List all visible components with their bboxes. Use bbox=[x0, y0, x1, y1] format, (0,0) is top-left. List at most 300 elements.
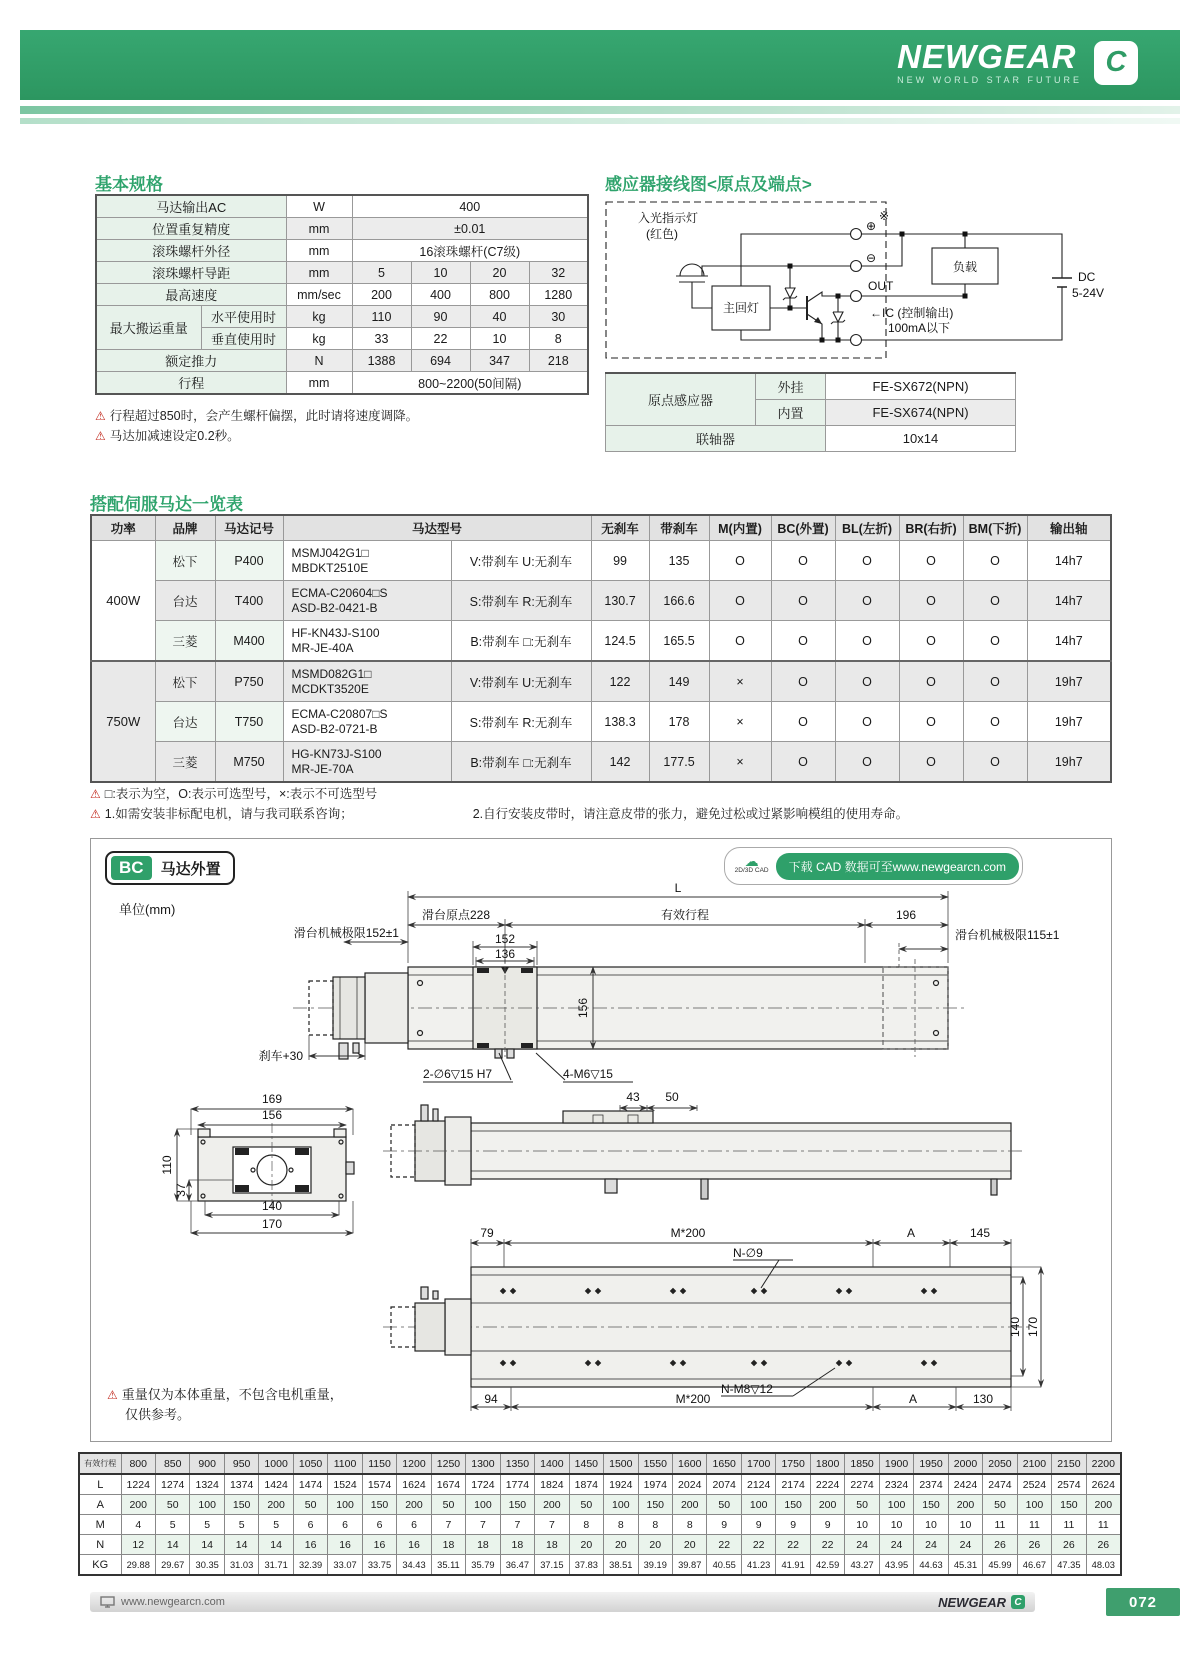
table-cell: 6 bbox=[328, 1515, 362, 1535]
table-cell: 10 bbox=[914, 1515, 948, 1535]
warning-icon: ⚠ bbox=[107, 1388, 118, 1402]
power-cell: 750W bbox=[91, 661, 155, 782]
table-cell: 2274 bbox=[845, 1474, 879, 1495]
sensor-wiring-diagram bbox=[602, 190, 1110, 366]
asterisk-mark: ※ bbox=[879, 209, 890, 223]
dim-label: 136 bbox=[494, 947, 516, 961]
lamp-label: 入光指示灯 bbox=[638, 211, 699, 225]
table-cell: 14 bbox=[259, 1535, 293, 1555]
table-cell: O bbox=[899, 742, 963, 783]
table-cell: 6 bbox=[362, 1515, 396, 1535]
table-cell: 31.03 bbox=[224, 1555, 258, 1576]
table-cell: 37.83 bbox=[569, 1555, 603, 1576]
top-view bbox=[293, 935, 965, 1059]
table-cell: S:带刹车 R:无刹车 bbox=[451, 702, 591, 742]
table-cell: 1650 bbox=[707, 1453, 741, 1474]
footer-bar bbox=[90, 1592, 1035, 1612]
table-cell: 22 bbox=[707, 1535, 741, 1555]
table-cell: 1400 bbox=[535, 1453, 569, 1474]
table-cell: 20 bbox=[604, 1535, 638, 1555]
header-stripe-2 bbox=[20, 118, 1180, 124]
table-cell: 29.88 bbox=[121, 1555, 155, 1576]
table-cell: 2124 bbox=[741, 1474, 775, 1495]
table-cell: 2524 bbox=[1017, 1474, 1051, 1495]
table-cell: 850 bbox=[155, 1453, 189, 1474]
table-cell: 2174 bbox=[776, 1474, 810, 1495]
table-cell: 1600 bbox=[673, 1453, 707, 1474]
stroke-row bbox=[79, 1474, 1121, 1495]
stroke-row bbox=[79, 1453, 1121, 1474]
coupling-value: 10x14 bbox=[826, 426, 1016, 452]
table-cell: 200 bbox=[810, 1495, 844, 1515]
table-cell: O bbox=[835, 541, 899, 581]
table-cell: 三菱 bbox=[155, 621, 215, 662]
table-cell: W bbox=[286, 195, 352, 218]
spec-title: 基本规格 bbox=[95, 175, 163, 194]
table-cell: 16 bbox=[362, 1535, 396, 1555]
table-cell: 滚珠螺杆导距 bbox=[96, 262, 286, 284]
table-cell: V:带刹车 U:无刹车 bbox=[451, 541, 591, 581]
table-cell: 50 bbox=[293, 1495, 327, 1515]
spec-row bbox=[96, 262, 588, 284]
spec-row bbox=[96, 240, 588, 262]
row-header: A bbox=[79, 1495, 121, 1515]
table-cell: 22 bbox=[741, 1535, 775, 1555]
dim-label: A bbox=[908, 1392, 918, 1406]
table-cell: 30 bbox=[529, 306, 588, 328]
stroke-data-table bbox=[78, 1452, 1122, 1576]
table-cell: 47.35 bbox=[1052, 1555, 1086, 1576]
spec-notes bbox=[95, 406, 418, 446]
table-cell: O bbox=[899, 541, 963, 581]
power-cell: 400W bbox=[91, 541, 155, 662]
table-cell: 1424 bbox=[259, 1474, 293, 1495]
table-cell: 5 bbox=[352, 262, 411, 284]
dim-label: 110 bbox=[160, 1155, 174, 1175]
table-cell: 90 bbox=[411, 306, 470, 328]
table-cell: 11 bbox=[1052, 1515, 1086, 1535]
table-cell: 31.71 bbox=[259, 1555, 293, 1576]
stroke-row bbox=[79, 1555, 1121, 1576]
table-cell: 200 bbox=[121, 1495, 155, 1515]
table-cell: 900 bbox=[190, 1453, 224, 1474]
table-cell: 26 bbox=[1017, 1535, 1051, 1555]
table-row bbox=[606, 426, 1016, 452]
motor-title: 搭配伺服马达一览表 bbox=[90, 495, 243, 514]
model-cell: HG-KN73J-S100 MR-JE-70A bbox=[283, 742, 451, 783]
table-cell: O bbox=[963, 541, 1027, 581]
table-cell: 33.07 bbox=[328, 1555, 362, 1576]
footer-brand-icon: C bbox=[1011, 1595, 1025, 1609]
table-cell: mm bbox=[286, 262, 352, 284]
brand-tagline: NEW WORLD STAR FUTURE bbox=[897, 75, 1082, 85]
spec-row bbox=[96, 372, 588, 395]
table-cell: 35.79 bbox=[466, 1555, 500, 1576]
table-cell: 39.19 bbox=[638, 1555, 672, 1576]
table-cell: 最大搬运重量 bbox=[96, 306, 201, 350]
model-type-badge bbox=[105, 851, 235, 885]
table-cell: 150 bbox=[914, 1495, 948, 1515]
table-cell: T750 bbox=[215, 702, 283, 742]
table-cell: 36.47 bbox=[500, 1555, 534, 1576]
table-cell: 1974 bbox=[638, 1474, 672, 1495]
table-cell: 29.67 bbox=[155, 1555, 189, 1576]
dim-label: 94 bbox=[484, 1392, 498, 1406]
weight-note bbox=[107, 1385, 343, 1425]
table-cell: O bbox=[835, 621, 899, 662]
table-cell: O bbox=[771, 702, 835, 742]
table-cell: 200 bbox=[948, 1495, 982, 1515]
table-cell: 50 bbox=[983, 1495, 1017, 1515]
table-cell: 100 bbox=[328, 1495, 362, 1515]
motor-table bbox=[90, 514, 1112, 783]
table-cell: 150 bbox=[500, 1495, 534, 1515]
table-cell: 24 bbox=[879, 1535, 913, 1555]
table-cell: O bbox=[709, 621, 771, 662]
table-cell: 22 bbox=[776, 1535, 810, 1555]
stroke-row bbox=[79, 1535, 1121, 1555]
table-cell: 12 bbox=[121, 1535, 155, 1555]
table-cell: 30.35 bbox=[190, 1555, 224, 1576]
table-cell: V:带刹车 U:无刹车 bbox=[451, 661, 591, 702]
table-cell: 218 bbox=[529, 350, 588, 372]
bc-code-badge: BC bbox=[111, 856, 152, 880]
table-cell: 100 bbox=[466, 1495, 500, 1515]
table-cell: 1850 bbox=[845, 1453, 879, 1474]
table-cell: 1574 bbox=[362, 1474, 396, 1495]
table-cell: 22 bbox=[411, 328, 470, 350]
dim-label: 有效行程 bbox=[660, 908, 710, 922]
table-cell: 24 bbox=[948, 1535, 982, 1555]
table-cell: 1800 bbox=[810, 1453, 844, 1474]
table-cell: × bbox=[709, 742, 771, 783]
warning-icon: ⚠ bbox=[95, 409, 106, 423]
spec-row bbox=[96, 284, 588, 306]
header-band bbox=[20, 30, 1180, 100]
table-cell: 1524 bbox=[328, 1474, 362, 1495]
table-cell: 33.75 bbox=[362, 1555, 396, 1576]
table-cell: 水平使用时 bbox=[201, 306, 286, 328]
table-cell: 10 bbox=[470, 328, 529, 350]
table-cell: 16 bbox=[328, 1535, 362, 1555]
table-cell: O bbox=[963, 742, 1027, 783]
model-cell: HF-KN43J-S100 MR-JE-40A bbox=[283, 621, 451, 662]
table-cell: 1474 bbox=[293, 1474, 327, 1495]
table-cell: 7 bbox=[466, 1515, 500, 1535]
table-cell: 150 bbox=[1052, 1495, 1086, 1515]
table-cell: 26 bbox=[1052, 1535, 1086, 1555]
table-cell: O bbox=[835, 742, 899, 783]
table-cell: 三菱 bbox=[155, 742, 215, 783]
spec-table bbox=[95, 194, 589, 395]
table-cell: 6 bbox=[293, 1515, 327, 1535]
table-cell: P750 bbox=[215, 661, 283, 702]
table-cell: 位置重复精度 bbox=[96, 218, 286, 240]
table-cell: mm/sec bbox=[286, 284, 352, 306]
table-cell: kg bbox=[286, 306, 352, 328]
table-cell: 50 bbox=[569, 1495, 603, 1515]
table-cell: O bbox=[709, 581, 771, 621]
table-cell: 2424 bbox=[948, 1474, 982, 1495]
table-cell: 150 bbox=[362, 1495, 396, 1515]
internal-label: 内置 bbox=[756, 400, 826, 426]
table-cell: 10 bbox=[879, 1515, 913, 1535]
table-cell: 1000 bbox=[259, 1453, 293, 1474]
ic-note: ←IC (控制输出) bbox=[870, 306, 954, 320]
table-cell: P400 bbox=[215, 541, 283, 581]
column-header: M(内置) bbox=[709, 515, 771, 541]
table-cell: 1374 bbox=[224, 1474, 258, 1495]
table-cell: 200 bbox=[397, 1495, 431, 1515]
table-cell: 100 bbox=[741, 1495, 775, 1515]
cad-cloud-icon: ☁ 2D/3D CAD bbox=[734, 853, 769, 874]
cad-download-badge[interactable] bbox=[724, 847, 1023, 885]
table-cell: 11 bbox=[1017, 1515, 1051, 1535]
cross-section-view bbox=[198, 1123, 354, 1209]
table-cell: 台达 bbox=[155, 702, 215, 742]
table-cell: 11 bbox=[983, 1515, 1017, 1535]
table-cell: 45.31 bbox=[948, 1555, 982, 1576]
column-header: BL(左折) bbox=[835, 515, 899, 541]
table-cell: O bbox=[963, 581, 1027, 621]
dim-label: 滑台机械极限152±1 bbox=[293, 926, 399, 940]
table-cell: 7 bbox=[535, 1515, 569, 1535]
table-cell: 2024 bbox=[673, 1474, 707, 1495]
page-number: 072 bbox=[1106, 1588, 1180, 1616]
table-cell: 最高速度 bbox=[96, 284, 286, 306]
dim-label: 140 bbox=[261, 1199, 283, 1213]
brand-name: NEWGEAR bbox=[897, 38, 1077, 75]
column-header: 无刹车 bbox=[591, 515, 649, 541]
table-cell: 24 bbox=[845, 1535, 879, 1555]
dc-voltage-label: 5-24V bbox=[1072, 286, 1105, 300]
table-cell: 124.5 bbox=[591, 621, 649, 662]
table-cell: S:带刹车 R:无刹车 bbox=[451, 581, 591, 621]
stroke-row bbox=[79, 1495, 1121, 1515]
table-cell: M400 bbox=[215, 621, 283, 662]
table-cell: 1724 bbox=[466, 1474, 500, 1495]
column-header: BC(外置) bbox=[771, 515, 835, 541]
table-cell: 8 bbox=[569, 1515, 603, 1535]
table-cell: 1924 bbox=[604, 1474, 638, 1495]
dim-label: 43 bbox=[626, 1090, 640, 1104]
table-cell: 2224 bbox=[810, 1474, 844, 1495]
table-cell: 1950 bbox=[914, 1453, 948, 1474]
table-cell: T400 bbox=[215, 581, 283, 621]
table-cell: 200 bbox=[259, 1495, 293, 1515]
table-cell: 滚珠螺杆外径 bbox=[96, 240, 286, 262]
lamp-label-2: (红色) bbox=[646, 227, 678, 241]
bottom-view bbox=[383, 1267, 1033, 1387]
table-cell: 10 bbox=[948, 1515, 982, 1535]
motor-row bbox=[91, 541, 1111, 581]
table-cell: 26 bbox=[983, 1535, 1017, 1555]
table-cell: 1100 bbox=[328, 1453, 362, 1474]
table-cell: × bbox=[709, 661, 771, 702]
column-header: 马达记号 bbox=[215, 515, 283, 541]
table-cell: 200 bbox=[1086, 1495, 1121, 1515]
table-cell: mm bbox=[286, 372, 352, 395]
table-cell: 165.5 bbox=[649, 621, 709, 662]
table-cell: 99 bbox=[591, 541, 649, 581]
header-stripe bbox=[20, 106, 1180, 114]
table-cell: O bbox=[963, 702, 1027, 742]
technical-drawing bbox=[93, 879, 1109, 1437]
motor-row bbox=[91, 621, 1111, 662]
table-cell: 950 bbox=[224, 1453, 258, 1474]
table-cell: 400 bbox=[411, 284, 470, 306]
table-cell: 5 bbox=[259, 1515, 293, 1535]
table-cell: 额定推力 bbox=[96, 350, 286, 372]
plus-terminal-icon: ⊕ bbox=[866, 219, 877, 233]
table-cell: 1324 bbox=[190, 1474, 224, 1495]
table-cell: mm bbox=[286, 218, 352, 240]
spec-row bbox=[96, 306, 588, 328]
spec-note: 马达加减速设定0.2秒。 bbox=[109, 429, 240, 443]
table-cell: O bbox=[771, 581, 835, 621]
table-cell: 150 bbox=[224, 1495, 258, 1515]
table-cell: 18 bbox=[500, 1535, 534, 1555]
motor-table-header bbox=[91, 515, 1111, 541]
dim-label: 140 bbox=[1008, 1316, 1022, 1338]
table-row bbox=[606, 373, 1016, 400]
table-cell: 122 bbox=[591, 661, 649, 702]
table-cell: 5 bbox=[224, 1515, 258, 1535]
hole-callout: N-M8▽12 bbox=[721, 1382, 773, 1396]
table-cell: 1900 bbox=[879, 1453, 913, 1474]
table-cell: 166.6 bbox=[649, 581, 709, 621]
dim-label: 50 bbox=[665, 1090, 679, 1104]
table-cell: 14h7 bbox=[1027, 621, 1111, 662]
table-cell: 42.59 bbox=[810, 1555, 844, 1576]
dim-label: 156 bbox=[261, 1108, 283, 1122]
monitor-icon bbox=[100, 1596, 115, 1608]
table-cell: 1674 bbox=[431, 1474, 465, 1495]
table-cell: M750 bbox=[215, 742, 283, 783]
column-header: 品牌 bbox=[155, 515, 215, 541]
footer-url[interactable]: www.newgearcn.com bbox=[121, 1596, 225, 1608]
table-cell: O bbox=[835, 581, 899, 621]
external-label: 外挂 bbox=[756, 373, 826, 400]
minus-terminal-icon: ⊖ bbox=[866, 251, 877, 265]
table-cell: 24 bbox=[914, 1535, 948, 1555]
table-cell: B:带刹车 □:无刹车 bbox=[451, 621, 591, 662]
table-cell: 7 bbox=[500, 1515, 534, 1535]
table-cell: × bbox=[709, 702, 771, 742]
table-cell: 19h7 bbox=[1027, 742, 1111, 783]
table-cell: 46.67 bbox=[1017, 1555, 1051, 1576]
table-cell: mm bbox=[286, 240, 352, 262]
bc-code-label: 马达外置 bbox=[160, 860, 221, 878]
table-cell: B:带刹车 □:无刹车 bbox=[451, 742, 591, 783]
table-cell: 43.95 bbox=[879, 1555, 913, 1576]
table-cell: 1450 bbox=[569, 1453, 603, 1474]
table-cell: 垂直使用时 bbox=[201, 328, 286, 350]
table-cell: 18 bbox=[431, 1535, 465, 1555]
table-cell: 1388 bbox=[352, 350, 411, 372]
table-cell: 38.51 bbox=[604, 1555, 638, 1576]
table-cell: 14h7 bbox=[1027, 581, 1111, 621]
table-cell: 800 bbox=[121, 1453, 155, 1474]
table-cell: 44.63 bbox=[914, 1555, 948, 1576]
table-cell: 10 bbox=[845, 1515, 879, 1535]
internal-value: FE-SX674(NPN) bbox=[826, 400, 1016, 426]
table-cell: 800~2200(50间隔) bbox=[352, 372, 588, 395]
table-cell: 1550 bbox=[638, 1453, 672, 1474]
motor-notes bbox=[90, 784, 908, 824]
table-cell: 40.55 bbox=[707, 1555, 741, 1576]
table-cell: 2150 bbox=[1052, 1453, 1086, 1474]
dim-label: 170 bbox=[261, 1217, 283, 1231]
table-cell: O bbox=[963, 621, 1027, 662]
table-cell: 50 bbox=[845, 1495, 879, 1515]
dim-label: 刹车+30 bbox=[258, 1049, 303, 1063]
table-cell: 9 bbox=[707, 1515, 741, 1535]
table-cell: O bbox=[899, 581, 963, 621]
table-cell: 8 bbox=[638, 1515, 672, 1535]
column-header: 功率 bbox=[91, 515, 155, 541]
dim-label: 196 bbox=[895, 908, 917, 922]
table-cell: 1774 bbox=[500, 1474, 534, 1495]
table-cell: 8 bbox=[604, 1515, 638, 1535]
table-cell: 1050 bbox=[293, 1453, 327, 1474]
table-cell: 14h7 bbox=[1027, 541, 1111, 581]
table-cell: O bbox=[963, 661, 1027, 702]
table-cell: 1280 bbox=[529, 284, 588, 306]
table-cell: 1624 bbox=[397, 1474, 431, 1495]
motor-note: 1.如需安装非标配电机，请与我司联系咨询； bbox=[104, 807, 353, 821]
table-cell: 1274 bbox=[155, 1474, 189, 1495]
table-cell: 50 bbox=[431, 1495, 465, 1515]
table-cell: 行程 bbox=[96, 372, 286, 395]
warning-icon: ⚠ bbox=[90, 807, 101, 821]
weight-note-line: 重量仅为本体重量，不包含电机重量， bbox=[121, 1387, 343, 1402]
footer-brand-name: NEWGEAR bbox=[938, 1594, 1006, 1610]
table-cell: 2074 bbox=[707, 1474, 741, 1495]
motor-row bbox=[91, 742, 1111, 783]
dim-label: 37 bbox=[174, 1183, 188, 1197]
dim-label: 156 bbox=[576, 997, 590, 1019]
main-lamp-box-label: 主回灯 bbox=[722, 301, 760, 315]
cad-icon-label: 2D/3D CAD bbox=[734, 867, 769, 874]
table-cell: 1874 bbox=[569, 1474, 603, 1495]
table-cell: 2324 bbox=[879, 1474, 913, 1495]
table-cell: 20 bbox=[673, 1535, 707, 1555]
spec-row bbox=[96, 218, 588, 240]
table-cell: 16 bbox=[293, 1535, 327, 1555]
footer-website[interactable] bbox=[100, 1596, 225, 1608]
spec-row bbox=[96, 195, 588, 218]
table-cell: 130.7 bbox=[591, 581, 649, 621]
table-cell: 110 bbox=[352, 306, 411, 328]
dim-label: 130 bbox=[972, 1392, 994, 1406]
table-cell: 9 bbox=[810, 1515, 844, 1535]
sensor-title: 感应器接线图<原点及端点> bbox=[605, 175, 812, 194]
table-cell: 5 bbox=[155, 1515, 189, 1535]
table-cell: 22 bbox=[810, 1535, 844, 1555]
table-cell: 50 bbox=[707, 1495, 741, 1515]
table-cell: 松下 bbox=[155, 661, 215, 702]
motor-note: □:表示为空，O:表示可选型号，×:表示不可选型号 bbox=[104, 787, 378, 801]
table-cell: 43.27 bbox=[845, 1555, 879, 1576]
cad-download-link[interactable]: 下载 CAD 数据可至www.newgearcn.com bbox=[776, 853, 1019, 880]
table-cell: O bbox=[771, 541, 835, 581]
row-header: KG bbox=[79, 1555, 121, 1576]
table-cell: 32 bbox=[529, 262, 588, 284]
table-cell: O bbox=[899, 702, 963, 742]
table-cell: O bbox=[771, 621, 835, 662]
column-header: BM(下折) bbox=[963, 515, 1027, 541]
